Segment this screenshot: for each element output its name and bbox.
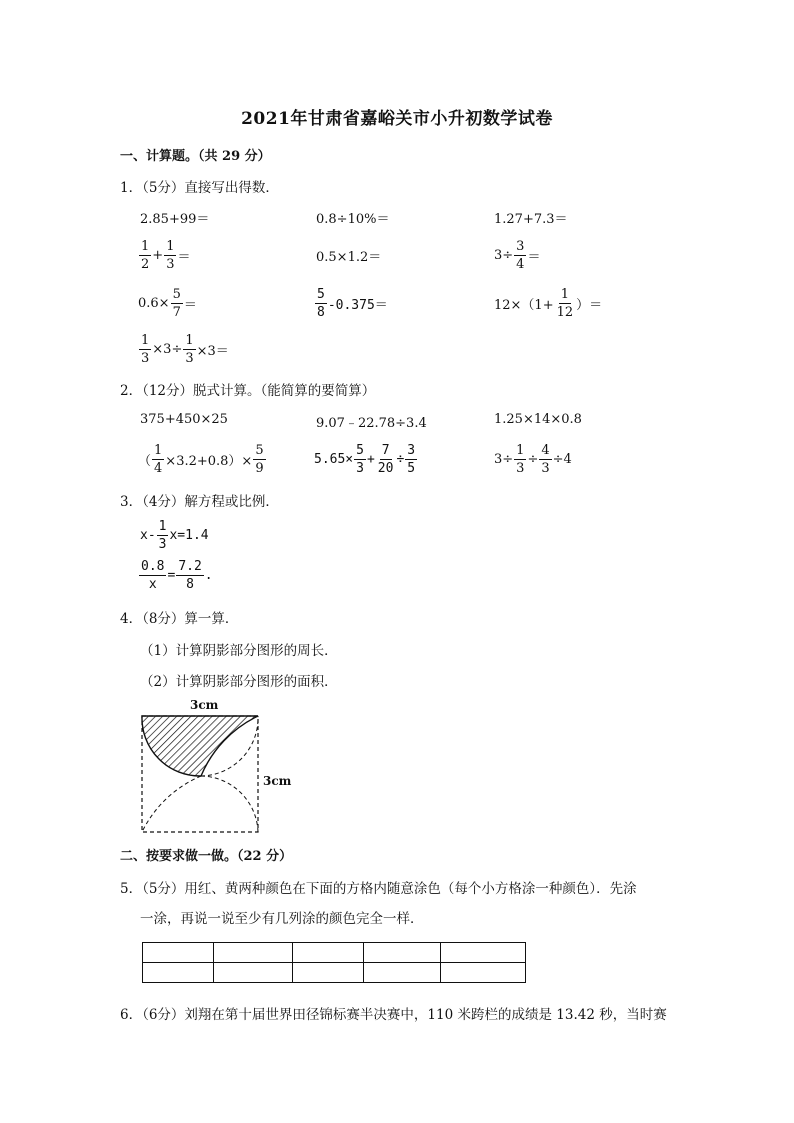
fraction-numerator: 1 (141, 239, 150, 254)
fraction-numerator: 1 (166, 239, 175, 254)
fraction-numerator: 5 (172, 287, 181, 302)
fraction-denominator: 3 (185, 351, 194, 366)
fraction-denominator: 4 (516, 257, 525, 272)
question-5-line-2: 一涂，再说一说至少有几列涂的颜色完全一样． (140, 911, 424, 927)
expression-text: . (204, 568, 213, 583)
expression-text: 12×（1+ (494, 298, 554, 313)
question-1-label: 1．（5分）直接写出得数． (120, 180, 279, 196)
expression-text: x=1.4 (169, 528, 209, 543)
grid-cell[interactable] (441, 963, 526, 983)
fraction-numerator: 4 (541, 443, 550, 458)
fraction-denominator: 3 (356, 461, 364, 476)
fraction-numerator: 3 (516, 239, 525, 254)
fraction-denominator: 8 (186, 577, 194, 592)
equals: ＝ (527, 250, 541, 265)
fraction-numerator: 7.2 (178, 559, 202, 574)
figure-side-label: 3cm (263, 774, 292, 788)
expression-text: ×3.2+0.8）× (165, 454, 253, 469)
figure-top-label: 3cm (190, 698, 219, 712)
fraction-numerator: 0.8 (141, 559, 165, 574)
fraction-denominator: 3 (166, 257, 175, 272)
q1-item-c: 1.27+7.3＝ (494, 212, 568, 227)
q2-item-c: 1.25×14×0.8 (494, 412, 582, 427)
expression-text: 0.6× (138, 296, 170, 311)
fraction-denominator: 5 (407, 461, 416, 476)
fraction-denominator: 7 (172, 305, 181, 320)
expression-text: -0.375＝ (327, 298, 388, 313)
fraction-denominator: 3 (141, 351, 150, 366)
fraction-denominator: 8 (317, 305, 325, 320)
q4-sub-1: （1）计算阴影部分图形的周长． (140, 643, 338, 659)
fraction-denominator: 4 (154, 461, 163, 476)
q2-item-e (314, 444, 418, 475)
grid-cell[interactable] (143, 963, 214, 983)
fraction-numerator: 1 (158, 519, 167, 534)
grid-cell[interactable] (214, 963, 293, 983)
operator: ÷ (396, 452, 405, 467)
q2-item-a: 375+450×25 (140, 412, 228, 427)
expression-text: ）＝ (576, 298, 603, 313)
large-arc (142, 776, 201, 832)
equals: ＝ (177, 250, 191, 265)
grid-cell[interactable] (214, 943, 293, 963)
grid-cell[interactable] (441, 943, 526, 963)
fraction-denominator: 9 (255, 461, 264, 476)
q4-sub-2: （2）计算阴影部分图形的面积． (140, 674, 338, 690)
q1-item-b: 0.8÷10%＝ (316, 212, 390, 227)
fraction-numerator: 5 (255, 443, 264, 458)
expression-text: （ (138, 454, 152, 469)
operator: + (366, 452, 375, 467)
fraction-numerator: 1 (154, 443, 163, 458)
fraction-numerator: 7 (381, 443, 390, 458)
fraction-denominator: 3 (541, 461, 550, 476)
section-heading-2: 二、按要求做一做。（22 分） (120, 849, 293, 864)
fraction-numerator: 1 (185, 333, 194, 348)
grid-cell[interactable] (364, 963, 441, 983)
q1-item-d (138, 240, 190, 271)
q1-item-i (494, 288, 602, 319)
grid-cell[interactable] (293, 943, 364, 963)
expression-text: ×3÷ (152, 342, 183, 357)
fraction-numerator: 1 (141, 333, 150, 348)
q1-item-j (138, 334, 229, 365)
fraction-denominator: x (148, 577, 157, 592)
expression-text: 5.65× (314, 452, 354, 467)
q1-item-f (494, 240, 540, 271)
expression-text: ×3＝ (196, 344, 229, 359)
fraction-denominator: 3 (516, 461, 525, 476)
q1-item-h (314, 288, 388, 319)
fraction-denominator: 3 (158, 537, 167, 552)
fraction-numerator: 3 (407, 443, 416, 458)
question-3-label: 3．（4分）解方程或比例． (120, 494, 279, 510)
q1-item-g (138, 288, 197, 319)
grid-row (143, 943, 526, 963)
q2-item-f (494, 444, 572, 475)
fraction-numerator: 5 (356, 443, 364, 458)
grid-cell[interactable] (293, 963, 364, 983)
section-heading-1: 一、计算题。（共 29 分） (120, 149, 271, 164)
question-6-line-1: 6．（6分）刘翔在第十届世界田径锦标赛半决赛中，110 米跨栏的成绩是 13.42 秒，当时赛 (120, 1007, 667, 1023)
q1-item-a: 2.85+99＝ (140, 212, 210, 227)
q1-item-e: 0.5×1.2＝ (316, 250, 382, 265)
question-4-label: 4．（8分）算一算． (120, 611, 239, 627)
fraction-numerator: 1 (516, 443, 525, 458)
expression-text: 3÷ (494, 452, 514, 467)
page-title: 2021年甘肃省嘉峪关市小升初数学试卷 (241, 109, 553, 129)
fraction-numerator: 5 (317, 287, 325, 302)
question-5-line-1: 5．（5分）用红、黄两种颜色在下面的方格内随意涂色（每个小方格涂一种颜色）．先涂 (120, 881, 637, 897)
q2-item-d (138, 444, 267, 475)
operator: ÷ (527, 452, 539, 467)
q3-equation-1 (140, 520, 209, 551)
expression-text: x- (140, 528, 156, 543)
shaded-figure (135, 708, 270, 838)
fraction-denominator: 20 (377, 461, 394, 476)
fraction-denominator: 12 (556, 305, 574, 320)
grid-cell[interactable] (143, 943, 214, 963)
fraction-numerator: 1 (560, 287, 570, 302)
expression-text: ÷4 (552, 452, 572, 467)
fraction-denominator: 2 (141, 257, 150, 272)
coloring-grid (142, 942, 526, 983)
question-2-label: 2．（12分）脱式计算。（能简算的要简算） (120, 383, 376, 399)
operator: = (167, 568, 176, 583)
q3-equation-2 (138, 560, 213, 591)
grid-row (143, 963, 526, 983)
operator: + (152, 248, 164, 263)
q2-item-b: 9.07﹣22.78÷3.4 (316, 416, 427, 431)
shaded-region (142, 716, 258, 776)
equals: ＝ (183, 298, 197, 313)
small-arc (201, 776, 258, 832)
expression-text: 3÷ (494, 248, 514, 263)
grid-cell[interactable] (364, 943, 441, 963)
